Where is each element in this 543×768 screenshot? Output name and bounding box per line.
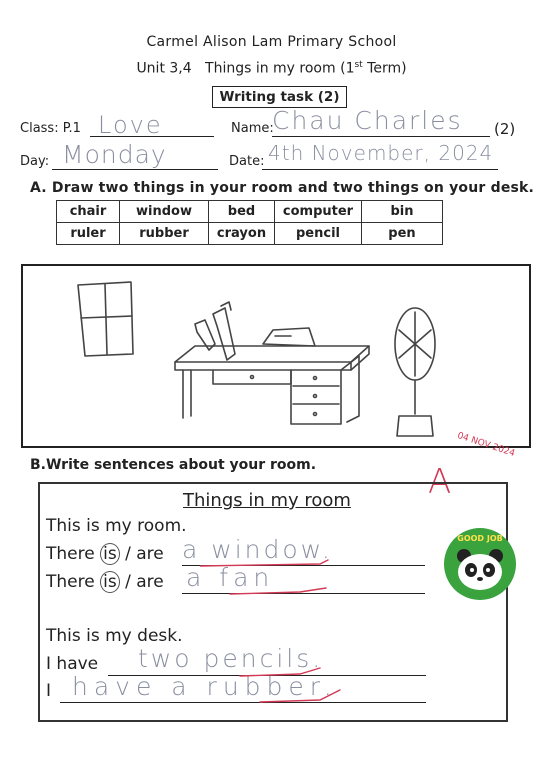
unit-number: Unit 3,4: [136, 60, 192, 77]
name-label: Name:: [231, 121, 274, 136]
line2-answer[interactable]: a window.: [182, 535, 333, 564]
line3-choice-circled: is: [100, 571, 120, 593]
computer-drawing: [263, 328, 315, 346]
section-a-title: A. Draw two things in your room and two things on your desk.: [30, 180, 535, 196]
word-cell: bin: [362, 201, 443, 223]
word-cell: rubber: [120, 223, 209, 245]
sentence-line-2: [46, 544, 164, 564]
line3-prefix: There: [46, 572, 95, 592]
word-cell: bed: [209, 201, 275, 223]
box-title: Things in my room: [183, 490, 351, 511]
panda-icon: [454, 542, 506, 594]
date-label: Date:: [229, 154, 265, 169]
school-name: Carmel Alison Lam Primary School: [146, 34, 397, 50]
line2-prefix: There: [46, 544, 95, 564]
task-title: Writing task (2): [212, 86, 347, 108]
window-drawing: [78, 282, 133, 356]
unit-line: [0, 60, 543, 77]
date-value[interactable]: 4th November, 2024: [268, 141, 494, 165]
date-underline: [262, 169, 498, 170]
word-cell: chair: [57, 201, 120, 223]
sentence-line-1: This is my room.: [46, 516, 187, 536]
class-value[interactable]: Love: [98, 111, 163, 139]
word-cell: computer: [275, 201, 362, 223]
line6-answer[interactable]: have a rubber.: [72, 672, 338, 701]
fan-drawing: [395, 308, 435, 436]
pencils-drawing: [195, 302, 235, 360]
line5-prefix: I have: [46, 654, 99, 674]
desk-drawing: [175, 346, 369, 424]
unit-title: Things in my room (: [205, 60, 346, 77]
word-cell: pen: [362, 223, 443, 245]
sentence-line-3: [46, 572, 164, 592]
name-underline: [272, 136, 490, 137]
sentence-line-4: This is my desk.: [46, 626, 183, 646]
word-cell: crayon: [209, 223, 275, 245]
word-cell: pencil: [275, 223, 362, 245]
child-drawing: [23, 266, 529, 446]
good-job-sticker: [444, 528, 516, 600]
word-bank-row: [57, 223, 443, 245]
line3-mid: / are: [125, 572, 164, 592]
line3-answer[interactable]: a fan: [186, 563, 275, 592]
name-value[interactable]: Chau Charles: [272, 106, 463, 135]
teacher-check-marks: [200, 540, 440, 710]
term-rest: Term): [362, 60, 407, 77]
term-number: 1: [345, 60, 355, 77]
date-stamp: 04 NOV 2024: [455, 430, 516, 460]
line6-prefix: I: [46, 681, 52, 701]
word-cell: window: [120, 201, 209, 223]
sticker-text: GOOD JOB: [457, 534, 503, 543]
day-underline: [52, 169, 218, 170]
drawing-box[interactable]: [21, 264, 531, 448]
class-underline: [90, 136, 214, 137]
section-b-title: B.Write sentences about your room.: [30, 457, 317, 473]
class-label: Class: P.1: [20, 121, 81, 136]
class-number: (2): [494, 120, 516, 138]
line5-answer[interactable]: two pencils.: [138, 644, 324, 673]
word-cell: ruler: [57, 223, 120, 245]
day-value[interactable]: Monday: [62, 140, 167, 169]
line2-choice-circled: is: [100, 543, 120, 565]
day-label: Day:: [20, 154, 50, 169]
word-bank-table: [56, 200, 443, 245]
word-bank-row: [57, 201, 443, 223]
line2-mid: / are: [125, 544, 164, 564]
grade-mark: A: [428, 462, 452, 502]
term-suffix: st: [354, 60, 363, 70]
